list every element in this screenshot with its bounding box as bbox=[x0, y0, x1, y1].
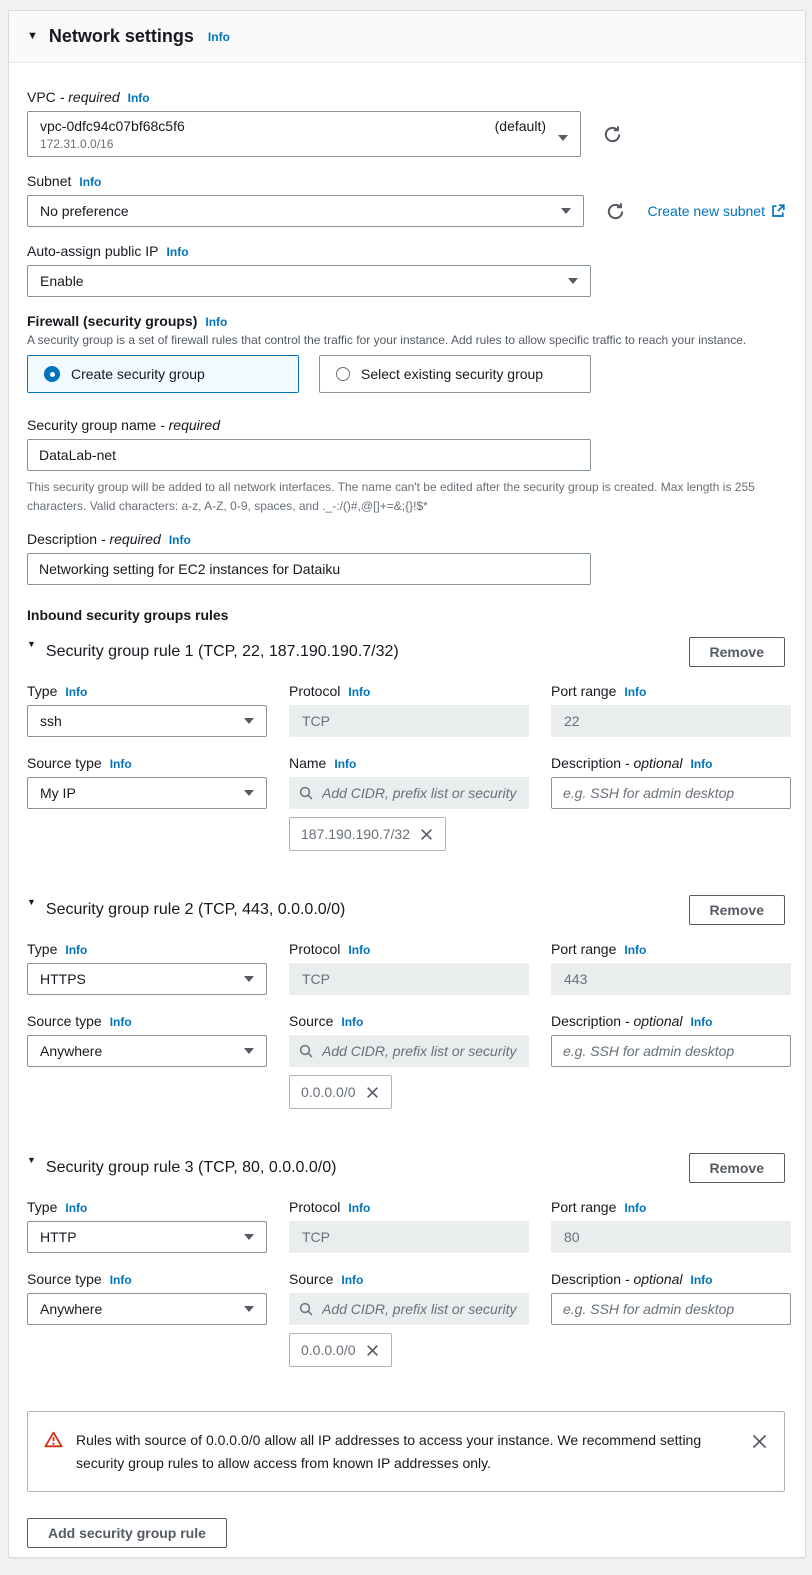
description-field-group bbox=[27, 531, 785, 585]
source-info-link[interactable]: Info bbox=[341, 1273, 364, 1288]
chevron-down-icon bbox=[244, 718, 254, 724]
subnet-select-value: No preference bbox=[40, 203, 129, 219]
rule-source-type-value: Anywhere bbox=[40, 1043, 103, 1060]
rule-source-type-select[interactable] bbox=[27, 1035, 267, 1067]
radio-unselected-icon bbox=[336, 367, 350, 381]
source-label: Source Info bbox=[289, 1013, 364, 1030]
collapse-rule-icon[interactable]: ▼ bbox=[27, 897, 36, 908]
port-range-label: Port range Info bbox=[551, 941, 647, 958]
protocol-info-link[interactable]: Info bbox=[348, 685, 371, 700]
rule-title: Security group rule 3 (TCP, 80, 0.0.0.0/0) bbox=[45, 1159, 337, 1177]
rule-source-search bbox=[289, 1293, 529, 1325]
vpc-select[interactable] bbox=[27, 111, 581, 157]
rule-description-input[interactable] bbox=[551, 777, 791, 809]
source-info-link[interactable]: Info bbox=[334, 757, 357, 772]
warning-icon bbox=[44, 1431, 63, 1448]
radio-label: Create security group bbox=[71, 366, 205, 382]
subnet-select[interactable] bbox=[27, 195, 584, 227]
security-group-name-helper: This security group will be added to all network interfaces. The name can't be edited after the security group is created. Max length is 255 characters. Valid characters: a-z, A-Z, 0-9, spaces, and ._-:/()#,@[]+=&;{}!$* bbox=[27, 480, 755, 513]
firewall-info-link[interactable]: Info bbox=[205, 315, 228, 329]
chevron-down-icon bbox=[244, 1306, 254, 1312]
rule-protocol-field: TCP bbox=[289, 963, 529, 995]
protocol-label: Protocol Info bbox=[289, 683, 371, 700]
type-info-link[interactable]: Info bbox=[65, 1201, 88, 1216]
description-info-link[interactable]: Info bbox=[168, 533, 191, 548]
subnet-field-group bbox=[27, 173, 785, 227]
auto-assign-ip-field-group bbox=[27, 243, 785, 297]
add-security-group-rule-button[interactable]: Add security group rule bbox=[27, 1518, 227, 1548]
source-label: Name Info bbox=[289, 755, 357, 772]
description-label: Description - required Info bbox=[27, 531, 191, 548]
source-type-label: Source type Info bbox=[27, 755, 132, 772]
remove-token-icon[interactable] bbox=[365, 1085, 380, 1100]
chevron-down-icon bbox=[558, 135, 568, 141]
warning-text: Rules with source of 0.0.0.0/0 allow all IP addresses to access your instance. We recommend setting security group rules to allow access from known IP addresses only. bbox=[76, 1432, 702, 1471]
source-token-value: 0.0.0.0/0 bbox=[301, 1342, 356, 1359]
source-info-link[interactable]: Info bbox=[341, 1015, 364, 1030]
source-type-label: Source type Info bbox=[27, 1013, 132, 1030]
chevron-down-icon bbox=[244, 790, 254, 796]
chevron-down-icon bbox=[244, 976, 254, 982]
rule-source-input bbox=[320, 1300, 519, 1318]
refresh-icon bbox=[606, 202, 625, 221]
rule-source-input bbox=[320, 784, 519, 802]
port-range-info-link[interactable]: Info bbox=[624, 685, 647, 700]
radio-label: Select existing security group bbox=[361, 366, 544, 382]
rule-port-range-field: 22 bbox=[551, 705, 791, 737]
source-type-info-link[interactable]: Info bbox=[109, 1015, 132, 1030]
source-token-value: 0.0.0.0/0 bbox=[301, 1084, 356, 1101]
source-label: Source Info bbox=[289, 1271, 364, 1288]
type-info-link[interactable]: Info bbox=[65, 685, 88, 700]
security-group-name-input[interactable] bbox=[27, 439, 591, 471]
refresh-vpc-button[interactable] bbox=[603, 125, 622, 144]
protocol-label: Protocol Info bbox=[289, 1199, 371, 1216]
search-icon bbox=[299, 1302, 313, 1316]
vpc-field-group bbox=[27, 89, 785, 157]
remove-token-icon[interactable] bbox=[419, 827, 434, 842]
radio-create-security-group[interactable] bbox=[27, 355, 299, 393]
security-group-rule-3 bbox=[27, 1153, 785, 1385]
rule-source-type-value: My IP bbox=[40, 785, 76, 802]
rule-description-input[interactable] bbox=[551, 1035, 791, 1067]
radio-select-existing-security-group[interactable] bbox=[319, 355, 591, 393]
source-type-label: Source type Info bbox=[27, 1271, 132, 1288]
remove-rule-button[interactable]: Remove bbox=[689, 1153, 785, 1183]
security-group-name-label: Security group name - required bbox=[27, 417, 220, 433]
rule-source-type-select[interactable] bbox=[27, 777, 267, 809]
auto-assign-ip-select-value: Enable bbox=[40, 273, 84, 289]
type-info-link[interactable]: Info bbox=[65, 943, 88, 958]
rule-protocol-field: TCP bbox=[289, 705, 529, 737]
rule-port-range-field: 443 bbox=[551, 963, 791, 995]
collapse-rule-icon[interactable]: ▼ bbox=[27, 1155, 36, 1166]
rule-description-label: Description - optional Info bbox=[551, 755, 713, 772]
port-range-info-link[interactable]: Info bbox=[624, 1201, 647, 1216]
rule-port-range-field: 80 bbox=[551, 1221, 791, 1253]
firewall-field-group bbox=[27, 313, 785, 393]
subnet-label: Subnet Info bbox=[27, 173, 102, 189]
security-group-rule-2 bbox=[27, 895, 785, 1127]
refresh-icon bbox=[603, 125, 622, 144]
remove-token-icon[interactable] bbox=[365, 1343, 380, 1358]
rule-type-select[interactable] bbox=[27, 963, 267, 995]
chevron-down-icon bbox=[244, 1048, 254, 1054]
search-icon bbox=[299, 1044, 313, 1058]
section-header bbox=[9, 11, 805, 63]
rule-description-info-link[interactable]: Info bbox=[690, 1015, 713, 1030]
rule-description-label: Description - optional Info bbox=[551, 1271, 713, 1288]
rule-description-info-link[interactable]: Info bbox=[690, 757, 713, 772]
port-range-info-link[interactable]: Info bbox=[624, 943, 647, 958]
auto-assign-ip-label: Auto-assign public IP Info bbox=[27, 243, 189, 259]
section-title: Network settings bbox=[48, 26, 194, 46]
protocol-info-link[interactable]: Info bbox=[348, 943, 371, 958]
firewall-label: Firewall (security groups) Info bbox=[27, 313, 228, 329]
vpc-label: VPC - required Info bbox=[27, 89, 150, 105]
dismiss-warning-icon[interactable] bbox=[751, 1431, 768, 1450]
source-token bbox=[289, 1075, 392, 1109]
rule-title: Security group rule 2 (TCP, 443, 0.0.0.0/0) bbox=[45, 901, 346, 919]
remove-rule-button[interactable]: Remove bbox=[689, 895, 785, 925]
port-range-label: Port range Info bbox=[551, 1199, 647, 1216]
source-token-value: 187.190.190.7/32 bbox=[301, 826, 410, 843]
create-new-subnet-link[interactable]: Create new subnet bbox=[647, 203, 785, 219]
protocol-label: Protocol Info bbox=[289, 941, 371, 958]
rule-description-info-link[interactable]: Info bbox=[690, 1273, 713, 1288]
subnet-info-link[interactable]: Info bbox=[79, 175, 102, 189]
vpc-info-link[interactable]: Info bbox=[127, 91, 150, 105]
rule-protocol-field: TCP bbox=[289, 1221, 529, 1253]
rule-source-search bbox=[289, 1035, 529, 1067]
port-range-label: Port range Info bbox=[551, 683, 647, 700]
collapse-rule-icon[interactable]: ▼ bbox=[27, 639, 36, 650]
rule-type-select[interactable] bbox=[27, 705, 267, 737]
auto-assign-ip-select[interactable] bbox=[27, 265, 591, 297]
vpc-cidr: 172.31.0.0/16 bbox=[40, 136, 114, 151]
external-link-icon bbox=[771, 204, 785, 218]
auto-assign-ip-info-link[interactable]: Info bbox=[166, 245, 189, 259]
protocol-info-link[interactable]: Info bbox=[348, 1201, 371, 1216]
rule-type-value: HTTPS bbox=[40, 971, 86, 988]
refresh-subnet-button[interactable] bbox=[606, 202, 625, 221]
rule-description-label: Description - optional Info bbox=[551, 1013, 713, 1030]
rule-source-type-select[interactable] bbox=[27, 1293, 267, 1325]
chevron-down-icon bbox=[244, 1234, 254, 1240]
rule-source-type-value: Anywhere bbox=[40, 1301, 103, 1318]
radio-selected-icon bbox=[44, 366, 60, 382]
chevron-down-icon bbox=[561, 208, 571, 214]
type-label: Type Info bbox=[27, 683, 88, 700]
open-access-warning bbox=[27, 1411, 785, 1492]
rule-type-select[interactable] bbox=[27, 1221, 267, 1253]
type-label: Type Info bbox=[27, 1199, 88, 1216]
source-token bbox=[289, 817, 446, 851]
rule-type-value: ssh bbox=[40, 713, 62, 730]
description-input[interactable] bbox=[27, 553, 591, 585]
firewall-description: A security group is a set of firewall rules that control the traffic for your instance. Add rules to allow specific traffic to reach your instance. bbox=[27, 333, 747, 347]
rule-title: Security group rule 1 (TCP, 22, 187.190.190.7/32) bbox=[45, 643, 399, 661]
source-type-info-link[interactable]: Info bbox=[109, 757, 132, 772]
rule-source-search bbox=[289, 777, 529, 809]
source-token bbox=[289, 1333, 392, 1367]
security-group-name-field-group bbox=[27, 417, 785, 515]
source-type-info-link[interactable]: Info bbox=[109, 1273, 132, 1288]
section-info-link[interactable]: Info bbox=[207, 29, 230, 44]
search-icon bbox=[299, 786, 313, 800]
security-group-rule-1 bbox=[27, 637, 785, 869]
rule-description-input[interactable] bbox=[551, 1293, 791, 1325]
chevron-down-icon bbox=[568, 278, 578, 284]
vpc-select-value: vpc-0dfc94c07bf68c5f6 bbox=[40, 117, 185, 134]
remove-rule-button[interactable]: Remove bbox=[689, 637, 785, 667]
vpc-default-tag: (default) bbox=[494, 117, 546, 134]
network-settings-panel bbox=[8, 10, 806, 1558]
rule-type-value: HTTP bbox=[40, 1229, 77, 1246]
rule-source-input bbox=[320, 1042, 519, 1060]
collapse-section-icon[interactable]: ▼ bbox=[27, 30, 38, 42]
inbound-rules-heading: Inbound security groups rules bbox=[27, 607, 229, 624]
type-label: Type Info bbox=[27, 941, 88, 958]
